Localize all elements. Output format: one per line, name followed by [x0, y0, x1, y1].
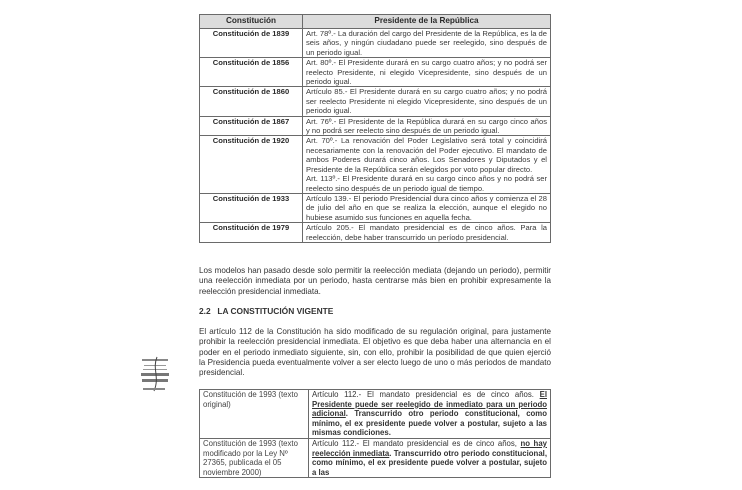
section-heading	[199, 306, 333, 316]
section-number: 2.2	[199, 306, 211, 316]
header-president: Presidente de la República	[303, 15, 551, 29]
article-text: Art. 70º.- La renovación del Poder Legislativo será total y coincidirá necesariamente con la renovación del Poder ejecutivo. El mandato de ambos Poderes durará cinco años. Los Senadores y Diputados y el Presidente de la República serán elegidos por voto popular directo.	[306, 136, 547, 174]
article-cell	[303, 136, 551, 193]
constitutions-table	[199, 14, 551, 243]
constitution-cell: Constitución de 1867	[200, 116, 303, 136]
article-rest: . Transcurrido otro periodo constitucional, como mínimo, el ex presidente puede volver a postular, sujeto a las	[312, 448, 547, 477]
article-intro: Artículo 112.- El mandato presidencial es de cinco años,	[312, 438, 517, 448]
table-row	[200, 58, 551, 87]
article-cell: Art. 80º.- El Presidente durará en su cargo cuatro años; y no podrá ser reelecto Presidente, ni elegido Vicepresidente, sino después de un periodo igual.	[303, 58, 551, 87]
table-row	[200, 29, 551, 58]
constitution-cell: Constitución de 1856	[200, 58, 303, 87]
folio-stamp	[140, 355, 170, 397]
constitution-cell: Constitución de 1920	[200, 136, 303, 193]
table-row	[200, 87, 551, 116]
constitution-cell: Constitución de 1993 (texto original)	[200, 390, 309, 439]
article-cell	[309, 390, 551, 439]
article-intro: Artículo 112.- El mandato presidencial es de cinco años.	[312, 390, 534, 399]
article-text-2: Art. 113º.- El Presidente durará en su cargo cinco años y no podrá ser reelecto sino después de un periodo igual de tiempo.	[306, 174, 547, 193]
article-cell: Artículo 139.- El periodo Presidencial dura cinco años y comienza el 28 de julio del año en que se realiza la elección, aunque el elegido no hubiese asumido sus funciones en aquella fecha.	[303, 193, 551, 222]
article-cell: Art. 78º.- La duración del cargo del Presidente de la República, es la de seis años, y ningún ciudadano puede ser reelegido, sino después de un periodo igual.	[303, 29, 551, 58]
paragraph-models: Los modelos han pasado desde solo permitir la reelección mediata (dejando un periodo), permitir una reelección inmediata por un periodo, hasta centrarse más bien en prohibir expresamente la reelección presidencial inmediata.	[199, 266, 551, 296]
stamp-line	[143, 388, 165, 390]
constitution-cell: Constitución de 1993 (texto modificado por la Ley Nº 27365, publicada el 05 noviembre 2000)	[200, 438, 309, 477]
paragraph-article-112: El artículo 112 de la Constitución ha sido modificado de su regulación original, para justamente prohibir la reelección presidencial inmediata. El objetivo es que deba haber una alternancia en el poder en el periodo inmediato siguiente, sin, con ello, prohibir la posibilidad de que quien ejerció la Presidencia pueda eventualmente volver a ser electo luego de uno o más periodos de mandato presidencial.	[199, 327, 551, 378]
article-rest: . Transcurrido otro periodo constitucional, como mínimo, el ex presidente puede volver a postular, sujeto a las mismas condiciones.	[312, 409, 547, 438]
table-row	[200, 438, 551, 477]
article-cell: Art. 76º.- El Presidente de la República durará en su cargo cinco años y no podrá ser reelecto sino después de un periodo igual.	[303, 116, 551, 136]
article-emphasis: no hay reelección inmediata	[312, 438, 547, 458]
article-cell: Artículo 85.- El Presidente durará en su cargo cuatro años; y no podrá ser reelecto Presidente ni elegido Vicepresidente, sino después de un periodo igual.	[303, 87, 551, 116]
constitution-cell: Constitución de 1839	[200, 29, 303, 58]
constitution-cell: Constitución de 1860	[200, 87, 303, 116]
table-row	[200, 116, 551, 136]
constitution-cell: Constitución de 1979	[200, 223, 303, 243]
table-row	[200, 136, 551, 193]
stamp-line	[142, 379, 168, 382]
article-cell: Artículo 205.- El mandato presidencial es de cinco años. Para la reelección, debe haber transcurrido un período presidencial.	[303, 223, 551, 243]
table-row	[200, 390, 551, 439]
stamp-line	[142, 359, 168, 361]
article-emphasis: El Presidente puede ser reelegido de inmediato para un periodo adicional	[312, 390, 547, 419]
section-title: LA CONSTITUCIÓN VIGENTE	[217, 306, 334, 316]
table-row	[200, 223, 551, 243]
constitution-1993-table	[199, 389, 551, 478]
article-cell	[309, 438, 551, 477]
table-header-row	[200, 15, 551, 29]
header-constitution: Constitución	[200, 15, 303, 29]
stamp-line	[141, 373, 169, 376]
constitution-cell: Constitución de 1933	[200, 193, 303, 222]
table-row	[200, 193, 551, 222]
